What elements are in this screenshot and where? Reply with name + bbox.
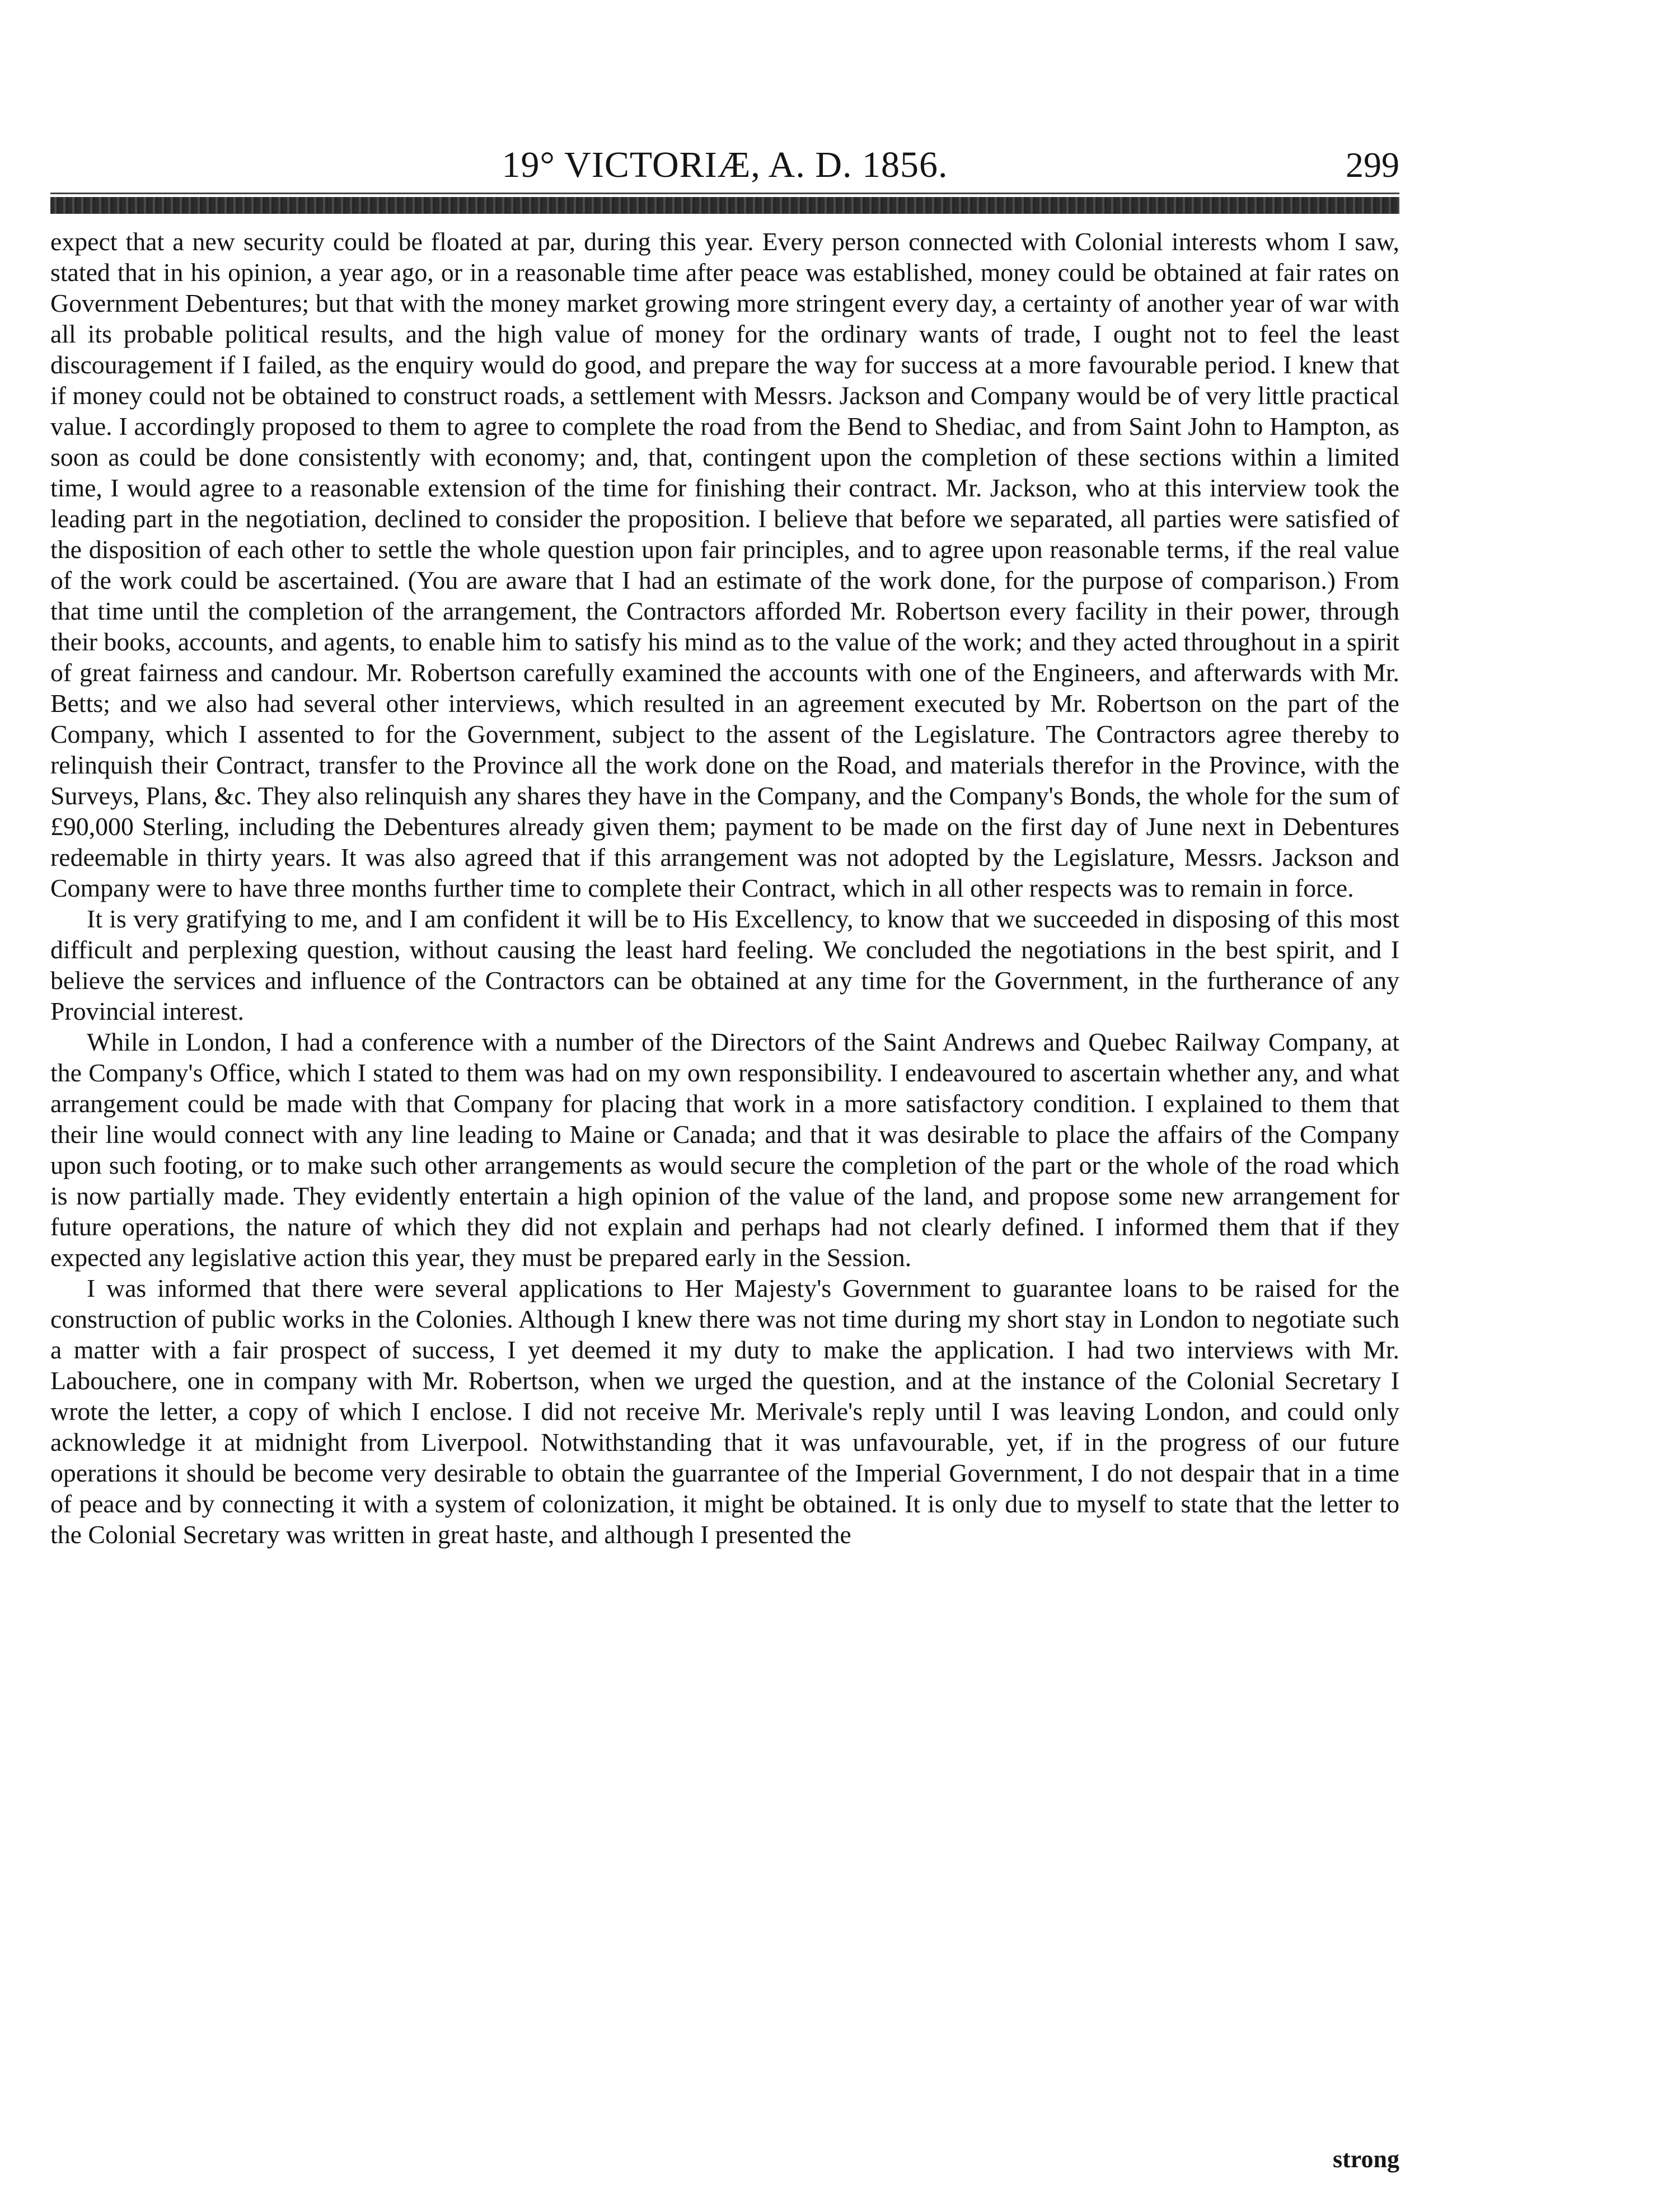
- paragraph-4: I was informed that there were several applications to Her Majesty's Government to guarantee loans to be raised for the construction of public works in the Colonies. Although I knew there was not time during my short stay in London to negotiate such a matter with a fair prospect of success, I yet deemed it my duty to make the application. I had two interviews with Mr. Labouchere, one in company with Mr. Robertson, when we urged the question, and at the instance of the Colonial Secretary I wrote the letter, a copy of which I enclose. I did not receive Mr. Merivale's reply until I was leaving London, and could only acknowledge it at midnight from Liverpool. Notwithstanding that it was unfavourable, yet, if in the progress of our future operations it should be become very desirable to obtain the guarrantee of the Imperial Government, I do not despair that in a time of peace and by connecting it with a system of colonization, it might be obtained. It is only due to myself to state that the letter to the Colonial Secretary was written in great haste, and although I presented the: [50, 1274, 1399, 1549]
- header-rule: [50, 197, 1399, 214]
- header-thin-rule: [50, 193, 1399, 194]
- page-number: 299: [1346, 145, 1399, 185]
- catchword: strong: [1333, 2145, 1399, 2173]
- paragraph-1: expect that a new security could be floated at par, during this year. Every person connected with Colonial interests whom I saw, stated that in his opinion, a year ago, or in a reasonable time after peace was established, money could be obtained at fair rates on Government Debentures; but that with the money market growing more stringent every day, a certainty of another year of war with all its probable political results, and the high value of money for the ordinary wants of trade, I ought not to feel the least discouragement if I failed, as the enquiry would do good, and prepare the way for success at a more favourable period. I knew that if money could not be obtained to construct roads, a settlement with Messrs. Jackson and Company would be of very little practical value. I accordingly proposed to them to agree to complete the road from the Bend to Shediac, and from Saint John to Hampton, as soon as could be done consistently with economy; and, that, contingent upon the completion of these sections within a limited time, I would agree to a reasonable extension of the time for finishing their contract. Mr. Jackson, who at this interview took the leading part in the negotiation, declined to consider the proposition. I believe that before we separated, all parties were satisfied of the disposition of each other to settle the whole question upon fair principles, and to agree upon reasonable terms, if the real value of the work could be ascertained. (You are aware that I had an estimate of the work done, for the purpose of comparison.) From that time until the completion of the arrangement, the Contractors afforded Mr. Robertson every facility in their power, through their books, accounts, and agents, to enable him to satisfy his mind as to the value of the work; and they acted throughout in a spirit of great fairness and candour. Mr. Robertson carefully examined the accounts with one of the Engineers, and afterwards with Mr. Betts; and we also had several other interviews, which resulted in an agreement executed by Mr. Robertson on the part of the Company, which I assented to for the Government, subject to the assent of the Legislature. The Contractors agree thereby to relinquish their Contract, transfer to the Province all the work done on the Road, and materials therefor in the Province, with the Surveys, Plans, &c. They also relinquish any shares they have in the Company, and the Company's Bonds, the whole for the sum of £90,000 Sterling, including the Debentures already given them; payment to be made on the first day of June next in Debentures redeemable in thirty years. It was also agreed that if this arrangement was not adopted by the Legislature, Messrs. Jackson and Company were to have three months further time to complete their Contract, which in all other respects was to remain in force.: [50, 227, 1399, 902]
- body-text: [50, 226, 1399, 1550]
- paragraph-2: It is very gratifying to me, and I am confident it will be to His Excellency, to know that we succeeded in disposing of this most difficult and perplexing question, without causing the least hard feeling. We concluded the negotiations in the best spirit, and I believe the services and influence of the Contractors can be obtained at any time for the Government, in the furtherance of any Provincial interest.: [50, 905, 1399, 1025]
- running-title: 19° VICTORIÆ, A. D. 1856.: [502, 144, 948, 185]
- running-head: [50, 140, 1399, 190]
- paragraph-3: While in London, I had a conference with a number of the Directors of the Saint Andrews and Quebec Railway Company, at the Company's Office, which I stated to them was had on my own responsibility. I endeavoured to ascertain whether any, and what arrangement could be made with that Company for placing that work in a more satisfactory condition. I explained to them that their line would connect with any line leading to Maine or Canada; and that it was desirable to place the affairs of the Company upon such footing, or to make such other arrangements as would secure the completion of the part or the whole of the road which is now partially made. They evidently entertain a high opinion of the value of the land, and propose some new arrangement for future operations, the nature of which they did not explain and perhaps had not clearly defined. I informed them that if they expected any legislative action this year, they must be prepared early in the Session.: [50, 1028, 1399, 1272]
